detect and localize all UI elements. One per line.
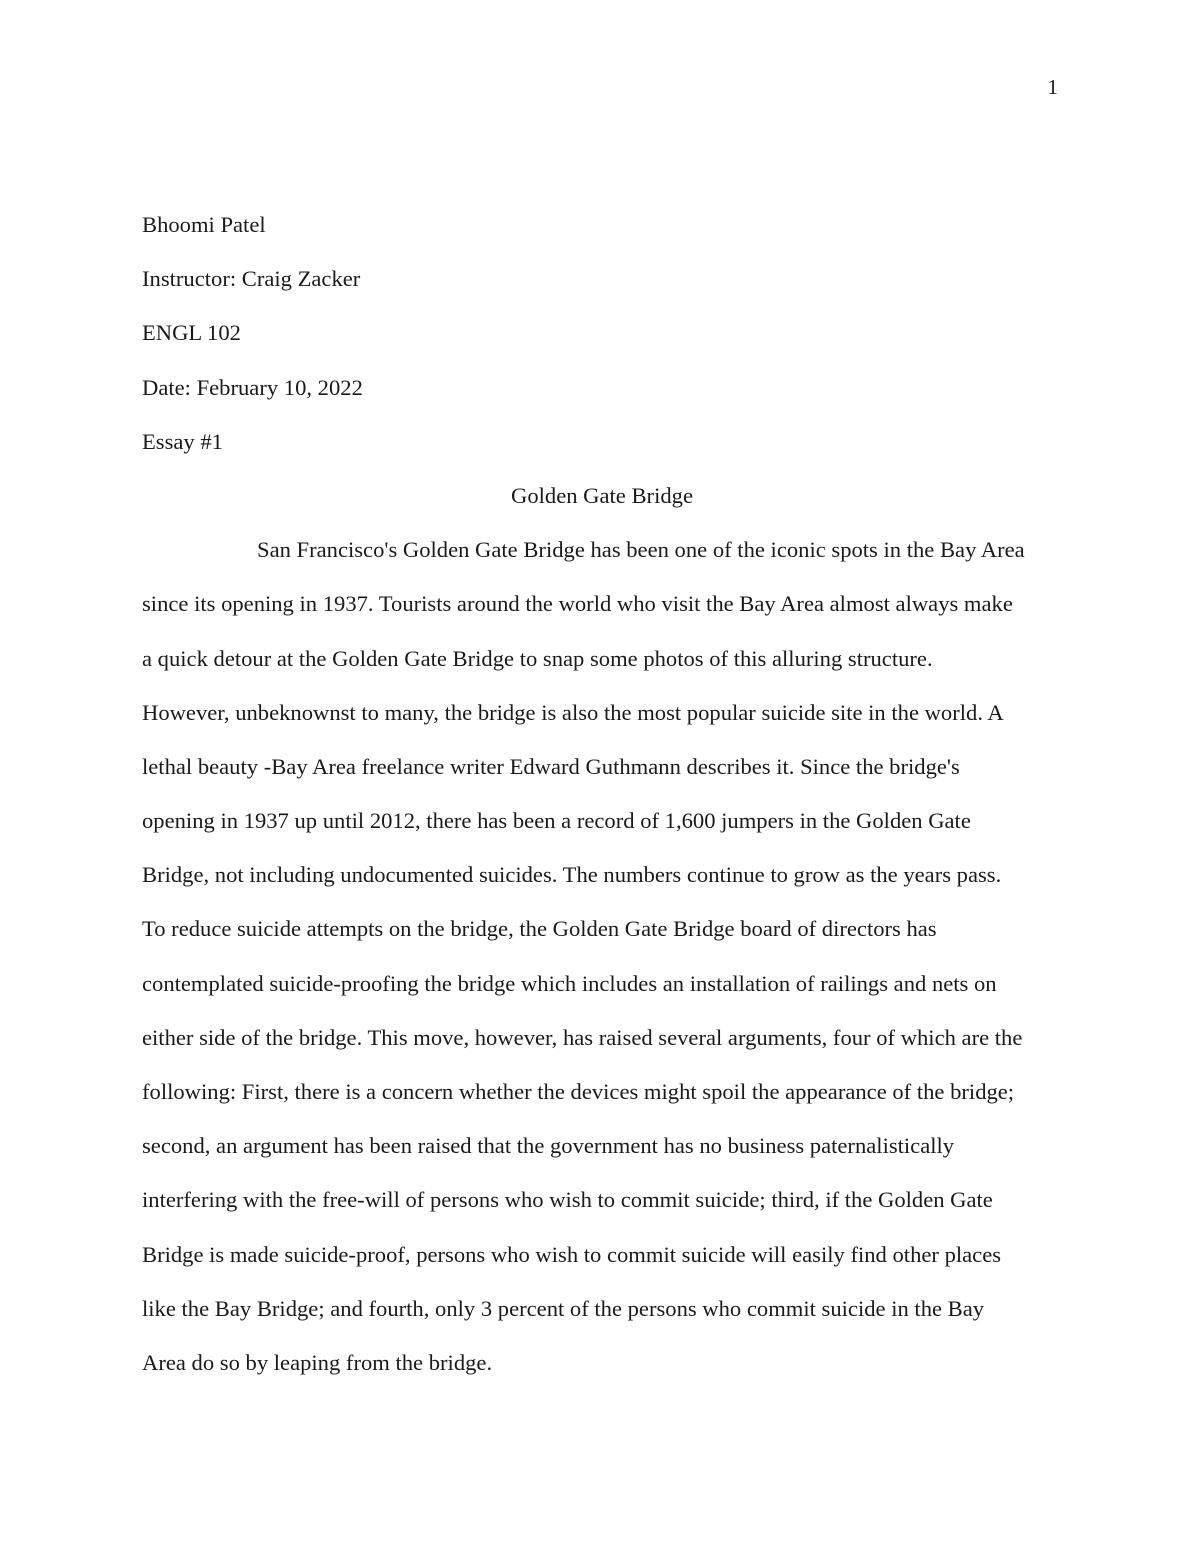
paragraph-line: San Francisco's Golden Gate Bridge has been one of the iconic spots in the Bay Area xyxy=(257,537,1025,563)
paragraph-line: like the Bay Bridge; and fourth, only 3 percent of the persons who commit suicide in the Bay xyxy=(142,1295,985,1321)
assignment-line: Essay #1 xyxy=(142,428,223,454)
paragraph-line: either side of the bridge. This move, however, has raised several arguments, four of which are the xyxy=(142,1024,1023,1050)
paragraph-line: opening in 1937 up until 2012, there has been a record of 1,600 jumpers in the Golden Gate xyxy=(142,808,971,834)
paragraph-line: second, an argument has been raised that the government has no business paternalistically xyxy=(142,1133,955,1159)
paragraph-line: a quick detour at the Golden Gate Bridge to snap some photos of this alluring structure. xyxy=(142,645,933,671)
paragraph-line: following: First, there is a concern whether the devices might spoil the appearance of the bridge; xyxy=(142,1079,1015,1104)
paragraph-line: since its opening in 1937. Tourists around the world who visit the Bay Area almost always make xyxy=(142,591,1013,617)
page-number: 1 xyxy=(1047,75,1058,99)
paragraph-line: Area do so by leaping from the bridge. xyxy=(142,1349,493,1375)
body-paragraph xyxy=(142,523,1062,1390)
course-line: ENGL 102 xyxy=(142,320,241,346)
date-line: Date: February 10, 2022 xyxy=(142,374,363,400)
paragraph-line: To reduce suicide attempts on the bridge, the Golden Gate Bridge board of directors has xyxy=(142,916,937,942)
paragraph-line: contemplated suicide-proofing the bridge which includes an installation of railings and nets on xyxy=(142,970,997,996)
paragraph-line: Bridge, not including undocumented suicides. The numbers continue to grow as the years pass. xyxy=(142,862,1002,888)
paragraph-line: Bridge is made suicide-proof, persons who wish to commit suicide will easily find other places xyxy=(142,1241,1002,1267)
paragraph-line: interfering with the free-will of persons who wish to commit suicide; third, if the Golden Gate xyxy=(142,1187,993,1213)
document-body xyxy=(142,198,1062,1390)
author-name: Bhoomi Patel xyxy=(142,212,266,237)
instructor-line: Instructor: Craig Zacker xyxy=(142,266,361,292)
paragraph-line: lethal beauty -Bay Area freelance writer Edward Guthmann describes it. Since the bridge's xyxy=(142,753,960,779)
essay-title: Golden Gate Bridge xyxy=(511,482,693,508)
paragraph-line: However, unbeknownst to many, the bridge is also the most popular suicide site in the world. A xyxy=(142,699,1004,725)
